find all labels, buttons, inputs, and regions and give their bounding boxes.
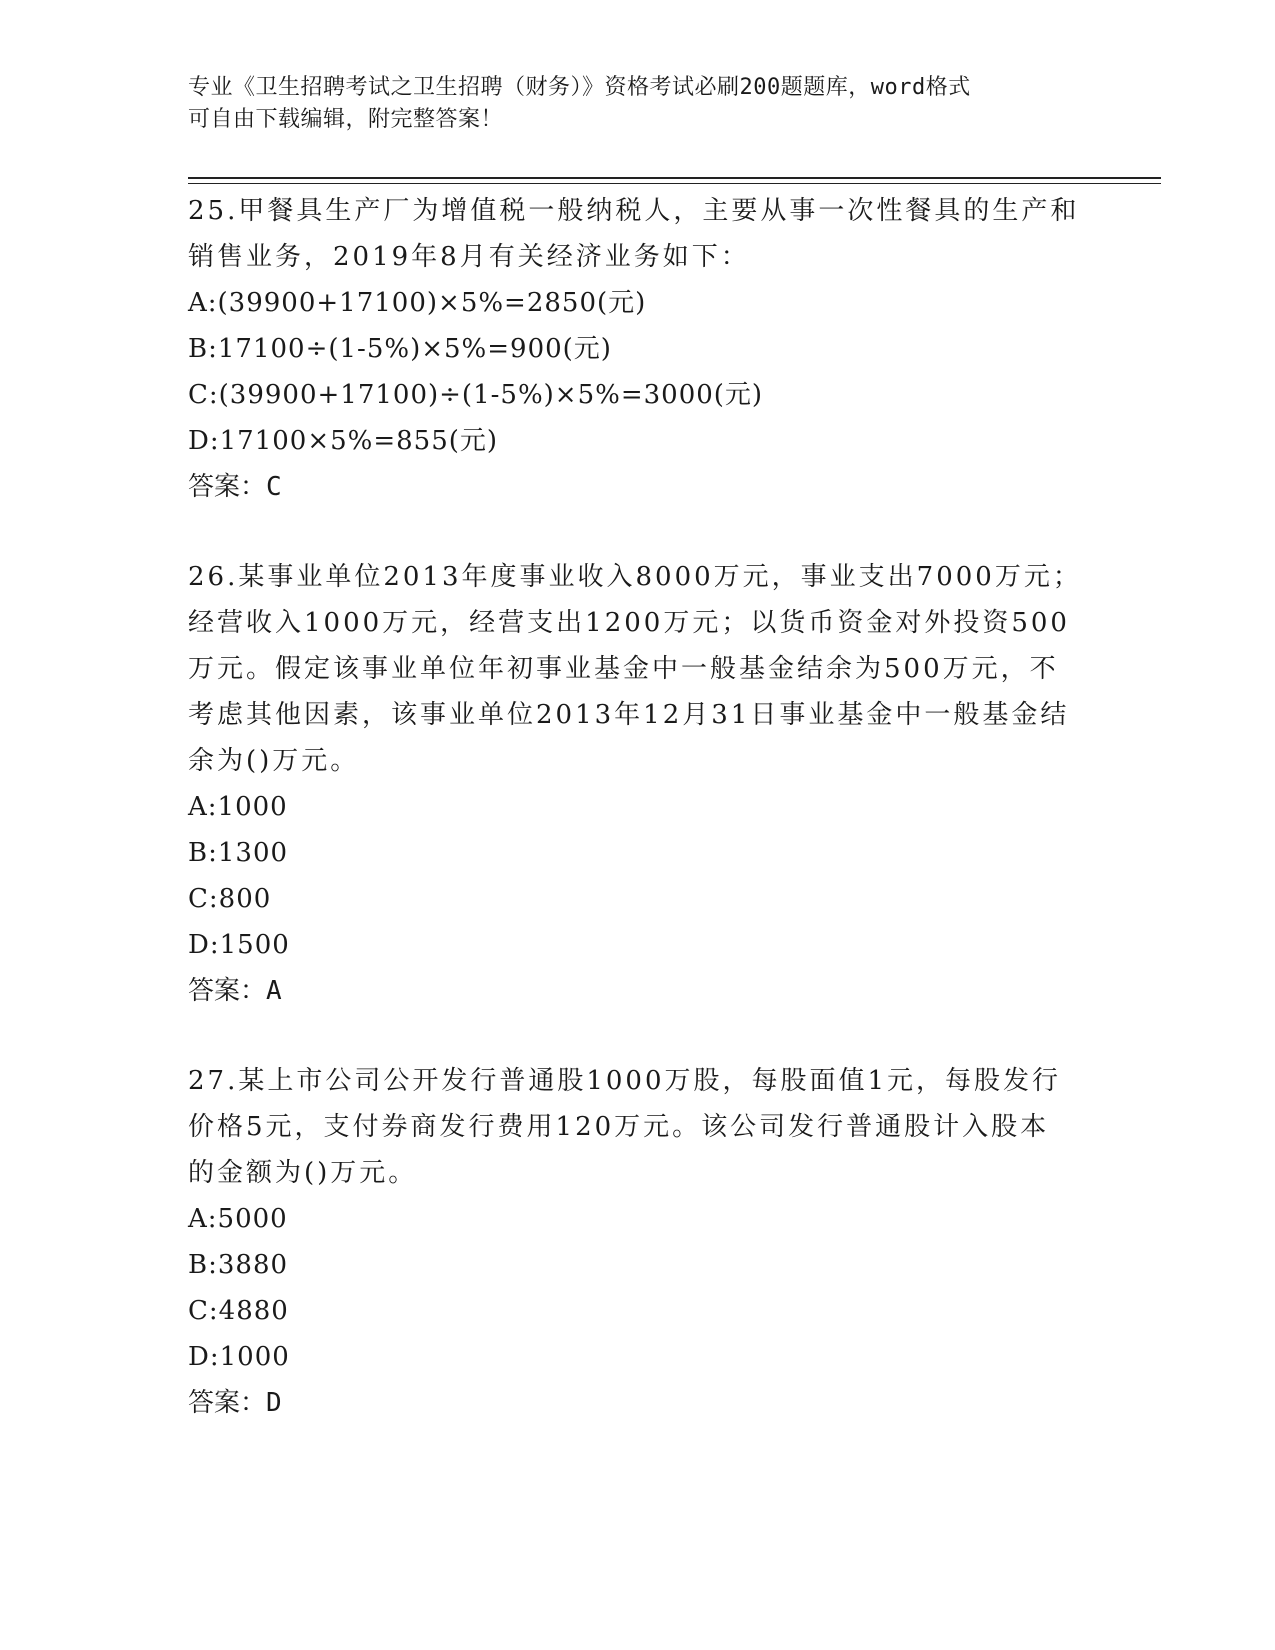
option-c: C:800 (188, 884, 272, 914)
answer-line: 答案：A (188, 976, 282, 1006)
question-list (188, 188, 1088, 1470)
document-header (188, 72, 1078, 136)
option-d: D:1500 (188, 930, 290, 960)
stem-line: 的金额为()万元。 (188, 1158, 418, 1188)
option-c: C:(39900+17100)÷(1-5%)×5%=3000(元) (188, 380, 764, 410)
option-c: C:4880 (188, 1296, 289, 1326)
question-stem (188, 1058, 1088, 1196)
answer-line: 答案：D (188, 1388, 282, 1418)
stem-line: 考虑其他因素，该事业单位2013年12月31日事业基金中一般基金结 (188, 700, 1070, 730)
question-27 (188, 1058, 1088, 1426)
option-a: A:(39900+17100)×5%=2850(元) (188, 288, 647, 318)
header-divider-thick (188, 177, 1161, 179)
answer-line: 答案：C (188, 472, 282, 502)
header-line-2: 可自由下载编辑，附完整答案！ (188, 107, 504, 132)
option-b: B:3880 (188, 1250, 289, 1280)
stem-line: 销售业务，2019年8月有关经济业务如下： (188, 242, 750, 272)
stem-line: 26.某事业单位2013年度事业收入8000万元，事业支出7000万元； (188, 562, 1082, 592)
stem-line: 经营收入1000万元，经营支出1200万元；以货币资金对外投资500 (188, 608, 1070, 638)
option-b: B:17100÷(1-5%)×5%=900(元) (188, 334, 612, 364)
question-26 (188, 554, 1088, 1014)
option-b: B:1300 (188, 838, 289, 868)
option-d: D:1000 (188, 1342, 290, 1372)
option-a: A:5000 (188, 1204, 288, 1234)
question-25 (188, 188, 1088, 510)
stem-line: 余为()万元。 (188, 746, 360, 776)
stem-line: 万元。假定该事业单位年初事业基金中一般基金结余为500万元，不 (188, 654, 1059, 684)
option-d: D:17100×5%=855(元) (188, 426, 499, 456)
stem-line: 27.某上市公司公开发行普通股1000万股，每股面值1元，每股发行 (188, 1066, 1062, 1096)
question-stem (188, 554, 1088, 784)
question-stem (188, 188, 1088, 280)
header-divider-thin (188, 183, 1161, 184)
header-line-1: 专业《卫生招聘考试之卫生招聘（财务）》资格考试必刷200题题库，word格式 (188, 75, 971, 100)
stem-line: 价格5元，支付券商发行费用120万元。该公司发行普通股计入股本 (188, 1112, 1050, 1142)
stem-line: 25.甲餐具生产厂为增值税一般纳税人，主要从事一次性餐具的生产和 (188, 196, 1080, 226)
option-a: A:1000 (188, 792, 288, 822)
